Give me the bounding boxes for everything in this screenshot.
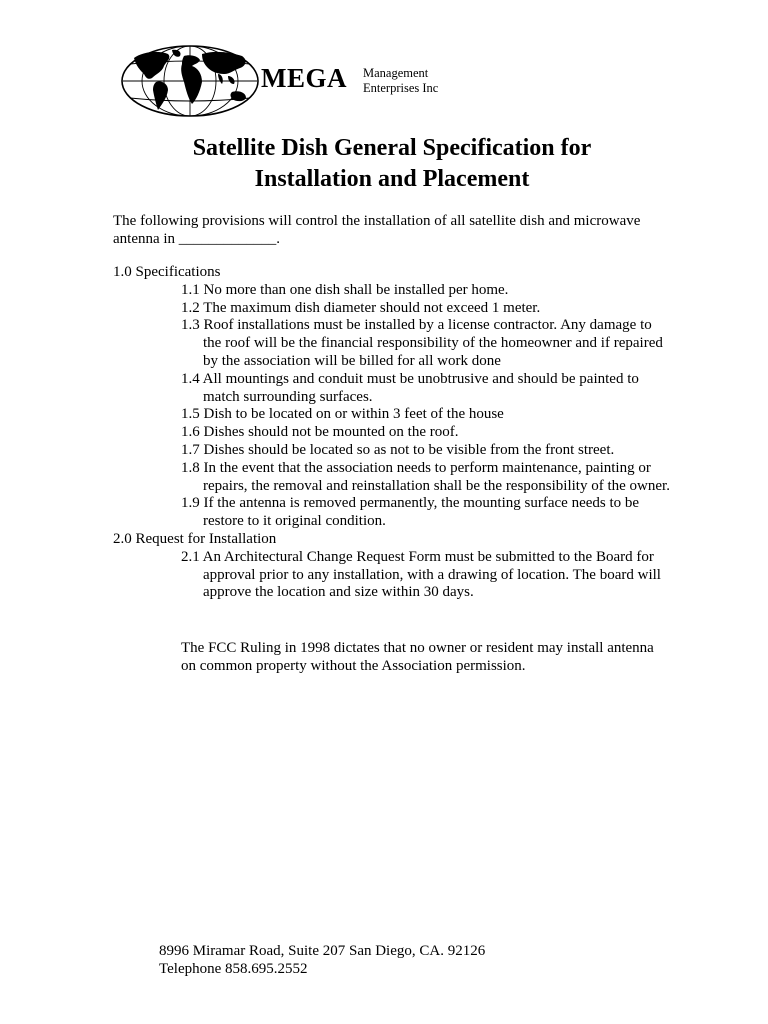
spec-item: 1.9 If the antenna is removed permanently, the mounting surface needs to be [181,495,640,512]
spec-item: 1.5 Dish to be located on or within 3 feet of the house [181,406,504,423]
fcc-line: The FCC Ruling in 1998 dictates that no owner or resident may install antenna [181,640,654,656]
spec-item-continuation: match surrounding surfaces. [203,388,373,405]
brand-name: MEGA [261,63,347,93]
spec-item: 1.6 Dishes should not be mounted on the roof. [181,424,459,441]
footer-contact [159,942,599,978]
intro-line: antenna in _____________. [113,231,281,247]
spec-item-continuation: repairs, the removal and reinstallation shall be the responsibility of the owner. [203,477,670,494]
spec-item-continuation: restore to it original condition. [203,513,386,530]
brand-subtitle-line: Management [363,66,429,80]
spec-item-continuation: the roof will be the financial responsibility of the homeowner and if repaired [203,335,663,352]
spec-item-continuation: approve the location and size within 30 days. [203,584,474,601]
document-title [0,133,768,195]
spec-item: 1.7 Dishes should be located so as not to be visible from the front street. [181,441,615,458]
spec-item: 1.3 Roof installations must be installed by a license contractor. Any damage to [181,317,652,334]
brand-subtitle-line: Enterprises Inc [363,81,439,95]
section-heading: 2.0 Request for Installation [113,530,277,547]
fcc-line: on common property without the Association permission. [181,658,526,674]
spec-item: 1.8 In the event that the association needs to perform maintenance, painting or [181,459,651,476]
footer-address: 8996 Miramar Road, Suite 207 San Diego, CA. 92126 [159,943,486,959]
globe-icon [120,44,260,118]
title-line: Installation and Placement [254,166,530,192]
fcc-note [181,639,701,675]
spec-item: 1.2 The maximum dish diameter should not exceed 1 meter. [181,299,541,316]
intro-paragraph [113,212,673,248]
spec-item: 1.4 All mountings and conduit must be unobtrusive and should be painted to [181,370,639,387]
spec-item: 1.1 No more than one dish shall be installed per home. [181,281,509,298]
title-line: Satellite Dish General Specification for [192,135,592,161]
section-heading: 1.0 Specifications [113,264,221,280]
intro-line: The following provisions will control the installation of all satellite dish and microwave [113,213,641,229]
spec-item: 2.1 An Architectural Change Request Form must be submitted to the Board for [181,548,654,565]
spec-item-continuation: by the association will be billed for all work done [203,352,501,369]
specification-list [0,264,768,602]
brand-subtitle [363,66,438,96]
spec-item-continuation: approval prior to any installation, with a drawing of location. The board will [203,566,661,583]
footer-phone: Telephone 858.695.2552 [159,961,308,977]
